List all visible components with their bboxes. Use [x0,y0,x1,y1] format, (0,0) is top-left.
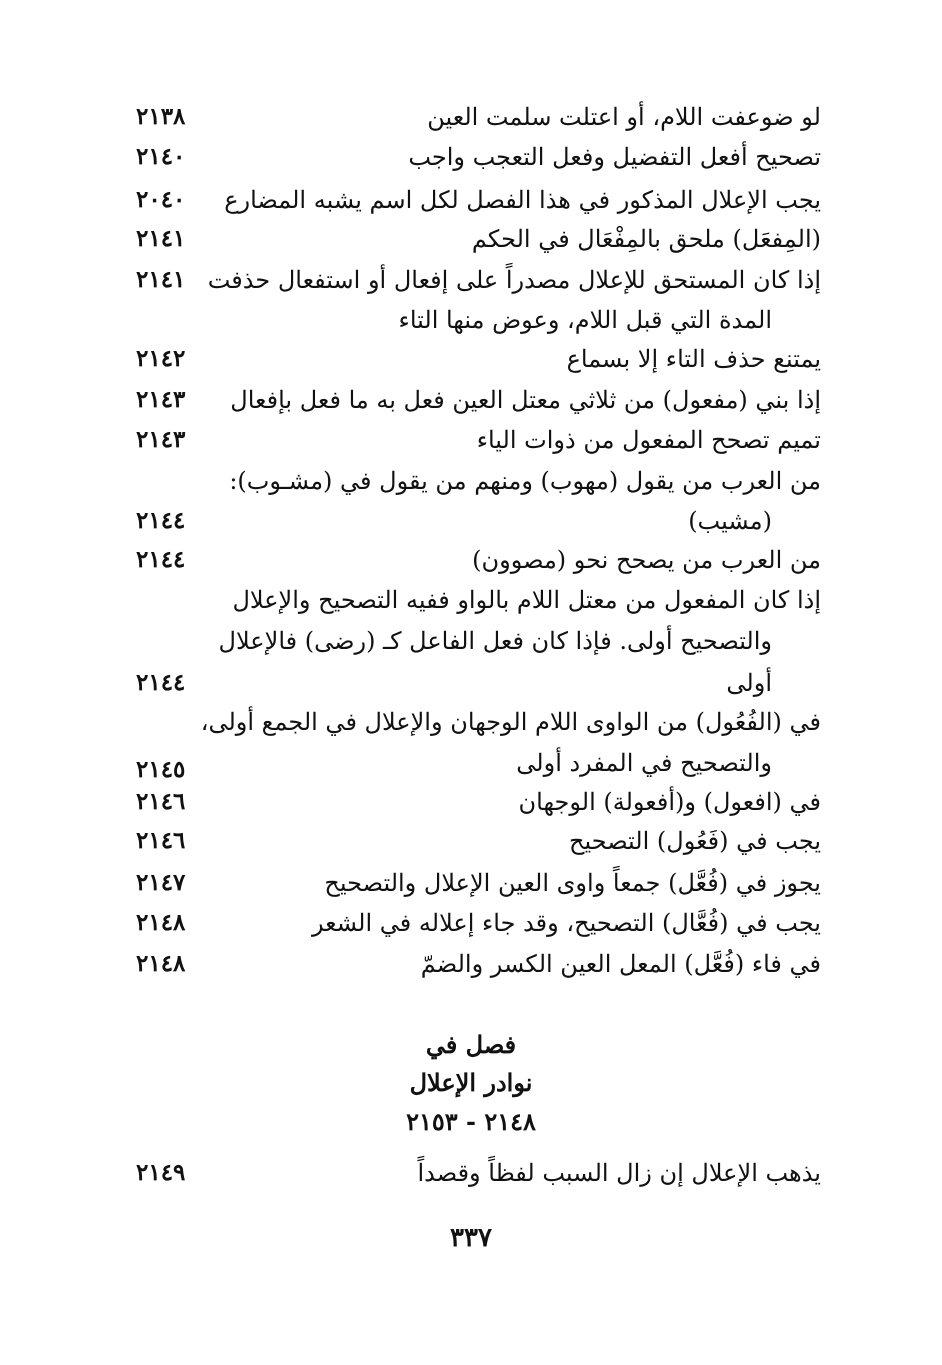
entry-text: (المِفعَل) ملحق بالمِفْعَال في الحكم [471,225,821,253]
entry-text-continuation: المدة التي قبل اللام، وعوض منها التاء [398,306,772,334]
entry-text: تميم تصحح المفعول من ذوات الياء [476,426,821,454]
entry-number: ٢١٤٦ [136,788,186,815]
entry-text: إذا كان المفعول من معتل اللام بالواو ففيه التصحيح والإعلال [232,586,821,614]
entry-text: يذهب الإعلال إن زال السبب لفظاً وقصداً [417,1159,821,1187]
section-heading: فصل في [425,1030,517,1059]
entry-text: تصحيح أفعل التفضيل وفعل التعجب واجب [408,143,821,171]
entry-text: من العرب من يصحح نحو (مصوون) [472,546,821,574]
entry-text: في (الفُعُول) من الواوى اللام الوجهان والإعلال في الجمع أولى، [200,708,821,736]
entry-text: من العرب من يقول (مهوب) ومنهم من يقول في (مشـوب): [229,467,821,495]
entry-number: ٢١٤١ [136,266,186,293]
entry-number: ٢١٤٧ [136,869,186,896]
entry-text: يجب الإعلال المذكور في هذا الفصل لكل اسم يشبه المضارع [224,186,821,214]
entry-number: ٢١٤٣ [136,386,186,413]
entry-number: ٢١٤٣ [136,426,186,453]
entry-number: ٢١٤٩ [136,1159,186,1186]
entry-number: ٢١٤٨ [136,950,186,977]
section-title: نوادر الإعلال [409,1068,533,1097]
entry-text-continuation: والتصحيح في المفرد أولى [516,749,772,777]
page-number: ٣٣٧ [450,1223,492,1253]
entry-text: يمتنع حذف التاء إلا بسماع [566,345,821,373]
entry-number: ٢١٤٤ [136,507,186,534]
entry-text: إذا بني (مفعول) من ثلاثي معتل العين فعل به ما فعل بإفعال [230,386,821,414]
entry-text: إذا كان المستحق للإعلال مصدراً على إفعال أو استفعال حذفت [207,266,821,294]
entry-number: ٢١٣٨ [136,103,186,130]
entry-text: يجوز في (فُعَّل) جمعاً واوى العين الإعلال والتصحيح [324,869,821,897]
entry-number: ٢٠٤٠ [136,186,186,213]
entry-text: في (افعول) و(أفعولة) الوجهان [518,788,821,816]
entry-text: يجب في (فُعَّال) التصحيح، وقد جاء إعلاله في الشعر [311,909,821,937]
entry-number: ٢١٤٤ [136,669,186,696]
entry-text-continuation: والتصحيح أولى. فإذا كان فعل الفاعل كـ (رضى) فالإعلال [218,627,772,655]
entry-text-continuation: أولى [726,669,772,697]
entry-number: ٢١٤٦ [136,827,186,854]
entry-text: لو ضوعفت اللام، أو اعتلت سلمت العين [427,103,821,131]
entry-number: ٢١٤٨ [136,909,186,936]
entry-number: ٢١٤٤ [136,546,186,573]
entry-text: في فاء (فُعَّل) المعل العين الكسر والضمّ [420,950,821,978]
section-range: ٢١٤٨ - ٢١٥٣ [406,1107,536,1136]
entry-number: ٢١٤٢ [136,345,186,372]
entry-text-continuation: (مشيب) [688,507,772,535]
entry-number: ٢١٤٠ [136,143,186,170]
entry-text: يجب في (فَعُول) التصحيح [569,827,821,855]
entry-number: ٢١٤١ [136,225,186,252]
entry-number: ٢١٤٥ [136,756,186,783]
